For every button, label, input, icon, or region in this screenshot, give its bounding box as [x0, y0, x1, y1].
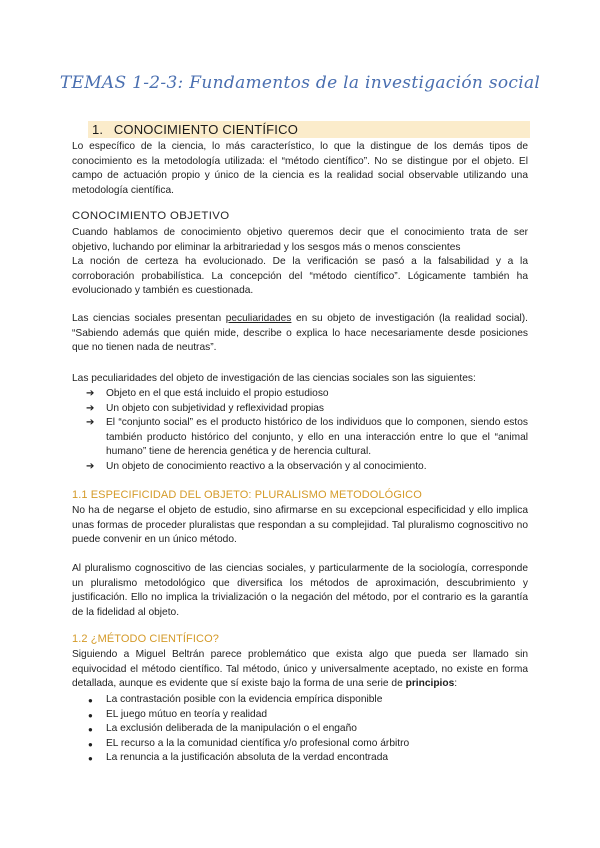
list-item: ● La exclusión deliberada de la manipulación o el engaño [80, 722, 528, 737]
section-number: 1. [92, 122, 104, 137]
bullet-dot-icon: ● [88, 696, 93, 705]
paragraph-especificidad-1: No ha de negarse el objeto de estudio, sino afirmarse en su excepcional especificidad y ello implica unas formas de proceder pluralistas que respondan a su complejidad. Tal pluralismo cognoscitivo no puede convenir en un único método. [72, 505, 528, 546]
peculiarities-list [80, 387, 528, 475]
section-heading-text: CONOCIMIENTO CIENTÍFICO [113, 122, 299, 137]
arrow-bullet-icon: ➔ [86, 402, 95, 414]
metodo-text-before: Siguiendo a Miguel Beltrán parece problemático que exista algo que pueda ser llamado sin equivocidad el método científico. Tal método, único y universalmente aceptado, no existe en forma detallada, aunque es evidente que sí existe bajo la forma de una serie de [72, 649, 528, 690]
list-intro: Las peculiaridades del objeto de investigación de las ciencias sociales son las siguientes: [72, 373, 476, 384]
subheading-metodo-cientifico: 1.2 ¿MÉTODO CIENTÍFICO? [72, 633, 219, 645]
list-item: ● La renuncia a la justificación absoluta de la verdad encontrada [80, 751, 528, 766]
arrow-bullet-icon: ➔ [86, 388, 95, 399]
list-item: ● EL recurso a la la comunidad científica y/o profesional como árbitro [80, 737, 528, 752]
subheading-conocimiento-objetivo: CONOCIMIENTO OBJETIVO [72, 210, 230, 222]
list-item: ➔ El “conjunto social” es el producto histórico de los individuos que lo componen, siendo estos también producto histórico del conjunto, y ello en una interacción entre lo que el “animal humano” tiene de herencia genética y de herencia cultural. [86, 417, 528, 458]
arrow-bullet-icon: ➔ [86, 417, 95, 429]
paragraph-metodo-cientifico [72, 648, 528, 692]
peculiaridades-text-before: Las ciencias sociales presentan [72, 313, 226, 324]
document-title: TEMAS 1-2-3: Fundamentos de la investigación social [59, 73, 541, 93]
list-item: ● EL juego mútuo en teoría y realidad [80, 708, 528, 723]
paragraph-objetivo-line1: Cuando hablamos de conocimiento objetivo queremos decir que el conocimiento trata de ser objetivo, luchando por eliminar la arbitrariedad y los sesgos más o menos conscientes [72, 227, 528, 253]
bullet-dot-icon: ● [88, 739, 93, 749]
section-heading-conocimiento-cientifico [88, 121, 530, 138]
list-item: ● La contrastación posible con la evidencia empírica disponible [80, 693, 528, 708]
peculiaridades-underlined: peculiaridades [225, 313, 292, 324]
bullet-dot-icon: ● [88, 754, 93, 764]
principios-bold: principios [405, 678, 455, 690]
paragraph-especificidad-2: Al pluralismo cognoscitivo de las ciencias sociales, y particularmente de la sociología, corresponde un pluralismo metodológico que diversifica los métodos de aproximación, descubrimiento y justificación. Ello no implica la trivialización o la negación del método, por el contrario es la garantía de la fidelidad al objeto. [72, 563, 528, 618]
bullet-dot-icon: ● [88, 725, 93, 735]
peculiaridades-text-after: en su objeto de investigación (la realidad social). “Sabiendo además que quién mide, describe o explica lo hace necesariamente desde posiciones que no tienen nada de neutras”. [72, 313, 529, 354]
paragraph-objetivo-line2: La noción de certeza ha evolucionado. De la verificación se pasó a la falsabilidad y a la corroboración probabilística. La concepción del “método científico”. Lógicamente también ha evolucionado y también es cuestionada. [72, 256, 528, 297]
list-item: ➔ Objeto en el que está incluido el propio estudioso [80, 387, 528, 402]
paragraph-peculiaridades [72, 312, 528, 356]
subheading-especificidad-objeto: 1.1 ESPECIFICIDAD DEL OBJETO: PLURALISMO METODOLÓGICO [72, 489, 422, 501]
list-item: ➔ Un objeto con subjetividad y reflexividad propias [80, 402, 528, 417]
arrow-bullet-icon: ➔ [86, 460, 95, 472]
principles-list [80, 693, 528, 766]
bullet-dot-icon: ● [88, 710, 93, 720]
paragraph-conocimiento-cientifico: Lo específico de la ciencia, lo más característico, lo que la distingue de los demás tipos de conocimiento es la metodología utilizada: el “método científico”. No se distingue por el objeto. El campo de actuación propio y único de la ciencia es la realidad social observable utilizando una metodología científica. [72, 141, 528, 196]
metodo-text-after: : [454, 678, 458, 690]
list-item: ➔ Un objeto de conocimiento reactivo a la observación y al conocimiento. [80, 460, 528, 475]
